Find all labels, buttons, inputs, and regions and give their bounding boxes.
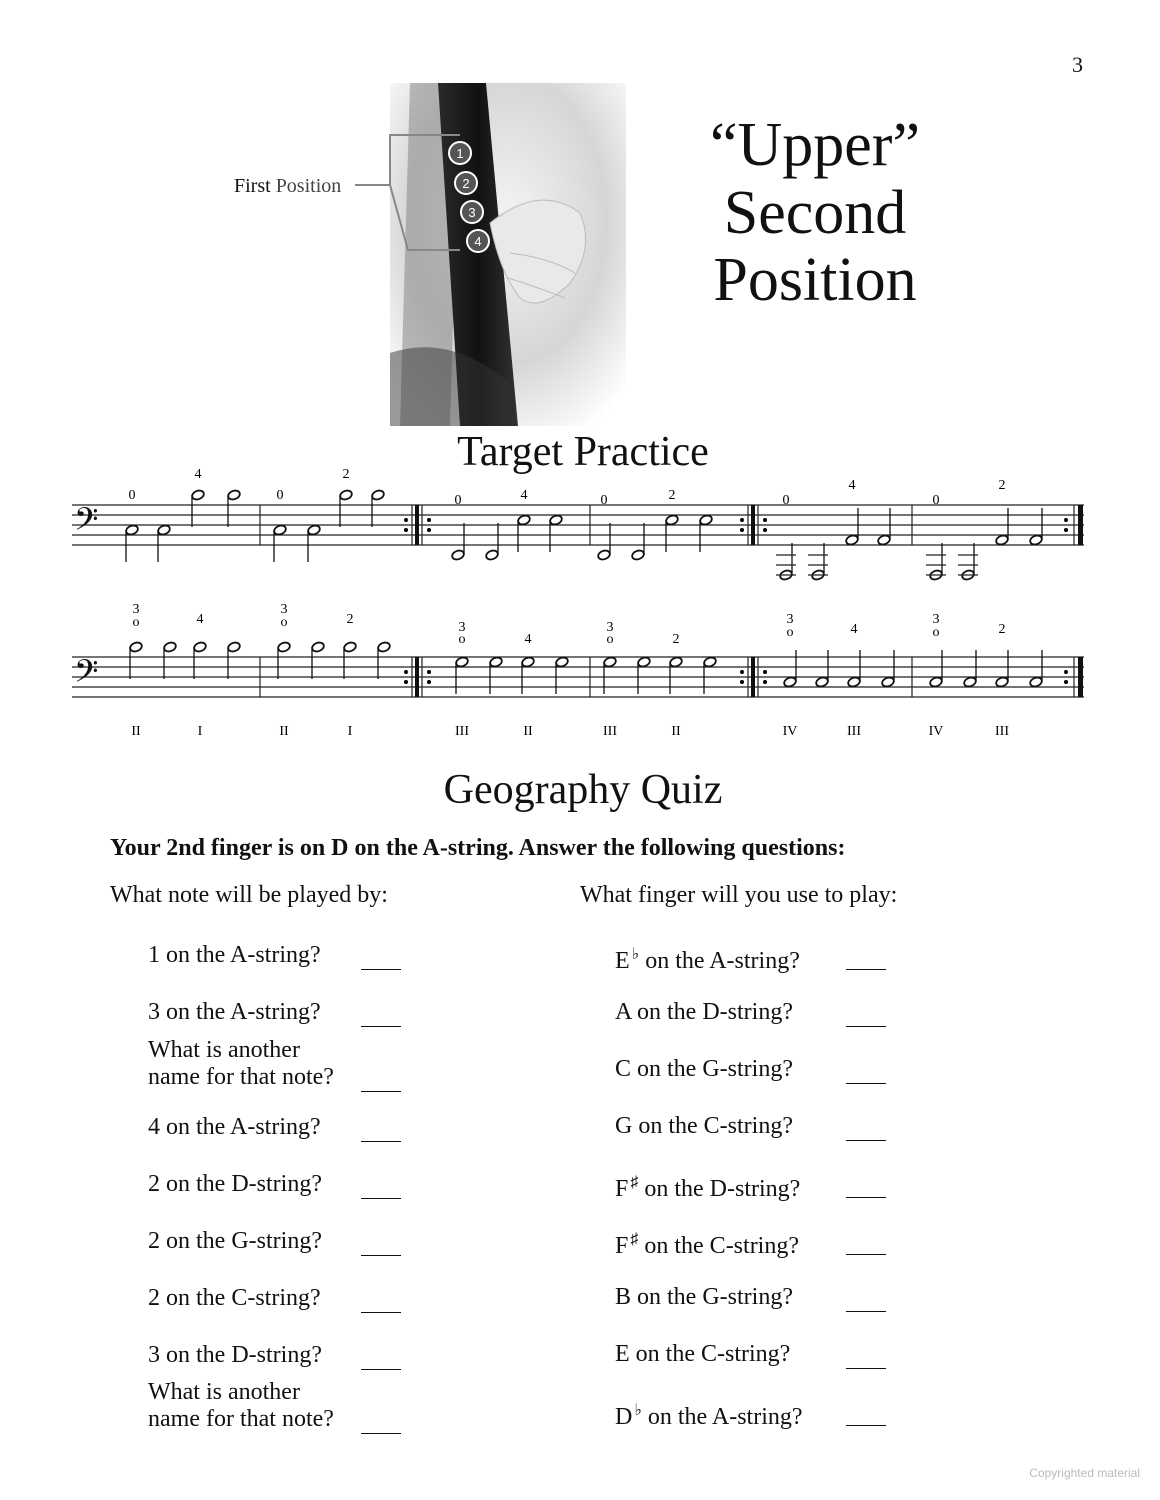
final-thick-bar bbox=[1078, 505, 1083, 545]
staff-1 bbox=[72, 467, 1084, 581]
half-note-head bbox=[193, 641, 207, 653]
half-note-head bbox=[227, 489, 241, 501]
right-column-heading: What finger will you use to play: bbox=[580, 882, 898, 908]
half-note-head bbox=[963, 676, 977, 688]
open-string-marker: o bbox=[786, 625, 794, 640]
fingering-number: 3 bbox=[132, 602, 140, 617]
half-note-head bbox=[845, 534, 859, 546]
half-note-head bbox=[485, 549, 499, 561]
repeat-dot bbox=[1064, 518, 1068, 522]
repeat-dot bbox=[404, 518, 408, 522]
fingering-number: 0 bbox=[932, 493, 940, 508]
left-question-7: 3 on the D-string? bbox=[148, 1342, 322, 1368]
half-note-head bbox=[881, 676, 895, 688]
target-practice-title: Target Practice bbox=[457, 429, 709, 475]
half-note-head bbox=[227, 641, 241, 653]
half-note-head bbox=[995, 534, 1009, 546]
repeat-dot bbox=[404, 670, 408, 674]
right-question-9 bbox=[615, 1397, 803, 1431]
repeat-dot bbox=[740, 680, 744, 684]
note-name: G bbox=[615, 1113, 633, 1139]
repeat-dot bbox=[427, 670, 431, 674]
half-note-head bbox=[699, 514, 713, 526]
half-note-head bbox=[307, 524, 321, 536]
fingering-number: 4 bbox=[850, 622, 858, 637]
repeat-dot bbox=[1064, 528, 1068, 532]
half-note-head bbox=[455, 656, 469, 668]
first-position-word: First bbox=[234, 175, 271, 197]
repeat-thick-bar bbox=[751, 657, 755, 697]
page-number: 3 bbox=[1072, 52, 1083, 77]
left-question-7b-line1: What is another bbox=[148, 1379, 300, 1405]
left-question-4: 2 on the D-string? bbox=[148, 1171, 322, 1197]
first-position-label bbox=[234, 175, 341, 198]
right-question-6 bbox=[615, 1226, 799, 1260]
repeat-dot bbox=[740, 528, 744, 532]
right-question-8 bbox=[615, 1340, 790, 1368]
svg-text:2: 2 bbox=[462, 176, 470, 191]
right-question-2 bbox=[615, 998, 793, 1026]
answer-blank-right-2[interactable] bbox=[846, 1006, 886, 1027]
answer-blank-right-7[interactable] bbox=[846, 1291, 886, 1312]
fingering-number: 4 bbox=[196, 612, 204, 627]
fingering-number: 3 bbox=[280, 602, 288, 617]
half-note-head bbox=[277, 641, 291, 653]
title-line-1: “Upper” bbox=[710, 111, 920, 179]
right-question-7 bbox=[615, 1283, 793, 1311]
open-string-marker: o bbox=[132, 615, 140, 630]
answer-blank-left-2[interactable] bbox=[361, 1006, 401, 1027]
half-note-head bbox=[371, 489, 385, 501]
half-note-head bbox=[191, 489, 205, 501]
left-question-5: 2 on the G-string? bbox=[148, 1228, 322, 1254]
half-note-head bbox=[521, 656, 535, 668]
half-note-head bbox=[703, 656, 717, 668]
question-text: on the D-string? bbox=[631, 999, 793, 1025]
string-roman-numeral: I bbox=[197, 724, 203, 739]
half-note-head bbox=[665, 514, 679, 526]
repeat-dot bbox=[740, 670, 744, 674]
string-roman-numeral: II bbox=[279, 724, 289, 739]
half-note-head bbox=[129, 641, 143, 653]
open-string-marker: o bbox=[458, 632, 466, 647]
half-note-head bbox=[311, 641, 325, 653]
half-note-head bbox=[637, 656, 651, 668]
half-note-head bbox=[1029, 534, 1043, 546]
repeat-dot bbox=[427, 528, 431, 532]
question-text: on the G-string? bbox=[631, 1284, 793, 1310]
question-text: on the A-string? bbox=[639, 948, 800, 974]
string-roman-numeral: III bbox=[995, 724, 1009, 739]
svg-text:1: 1 bbox=[456, 146, 464, 161]
target-practice-staves bbox=[0, 460, 1154, 739]
bass-clef-icon: 𝄢 bbox=[74, 653, 99, 697]
repeat-dot bbox=[404, 680, 408, 684]
repeat-dot bbox=[740, 518, 744, 522]
fingering-number: 2 bbox=[998, 622, 1006, 637]
title-line-3: Position bbox=[713, 246, 917, 314]
answer-blank-right-6[interactable] bbox=[846, 1234, 886, 1255]
string-roman-numeral: III bbox=[847, 724, 861, 739]
half-note-head bbox=[489, 656, 503, 668]
string-roman-numeral: II bbox=[523, 724, 533, 739]
question-text: on the D-string? bbox=[638, 1176, 801, 1202]
svg-text:4: 4 bbox=[474, 234, 482, 249]
right-question-4 bbox=[615, 1112, 793, 1140]
svg-text:3: 3 bbox=[468, 205, 476, 220]
flat-symbol: ♭ bbox=[631, 946, 640, 963]
sharp-symbol: ♯ bbox=[630, 1174, 639, 1191]
question-text: on the C-string? bbox=[629, 1341, 791, 1367]
fingering-number: 0 bbox=[782, 493, 790, 508]
question-text: on the C-string? bbox=[632, 1113, 793, 1139]
half-note-head bbox=[125, 524, 139, 536]
left-question-3: 4 on the A-string? bbox=[148, 1114, 321, 1140]
repeat-dot bbox=[1064, 680, 1068, 684]
repeat-dot bbox=[763, 670, 767, 674]
note-name: D bbox=[615, 1404, 633, 1430]
half-note-head bbox=[157, 524, 171, 536]
fingering-number: 2 bbox=[346, 612, 354, 627]
answer-blank-right-4[interactable] bbox=[846, 1120, 886, 1141]
position-word: Position bbox=[275, 175, 342, 197]
half-note-head bbox=[339, 489, 353, 501]
note-name: E bbox=[615, 948, 630, 974]
half-note-head bbox=[631, 549, 645, 561]
left-question-6: 2 on the C-string? bbox=[148, 1285, 321, 1311]
note-name: C bbox=[615, 1056, 632, 1082]
half-note-head bbox=[597, 549, 611, 561]
repeat-dot bbox=[763, 518, 767, 522]
answer-blank-right-9[interactable] bbox=[846, 1405, 886, 1426]
sharp-symbol: ♯ bbox=[630, 1231, 639, 1248]
string-roman-numeral: IV bbox=[928, 724, 944, 739]
fingering-number: 3 bbox=[458, 620, 466, 635]
bass-clef-icon: 𝄢 bbox=[74, 501, 99, 545]
answer-blank-left-7[interactable] bbox=[361, 1349, 401, 1370]
repeat-dot bbox=[404, 528, 408, 532]
note-name: F bbox=[615, 1233, 629, 1259]
answer-blank-left-7b[interactable] bbox=[361, 1413, 401, 1434]
staff-2 bbox=[72, 602, 1084, 739]
string-roman-numeral: I bbox=[347, 724, 353, 739]
flat-symbol: ♭ bbox=[634, 1402, 642, 1419]
answer-blank-right-8[interactable] bbox=[846, 1348, 886, 1369]
string-roman-numeral: III bbox=[455, 724, 469, 739]
left-question-2: 3 on the A-string? bbox=[148, 999, 321, 1025]
fingering-number: 0 bbox=[600, 493, 608, 508]
answer-blank-left-6[interactable] bbox=[361, 1292, 401, 1313]
repeat-dot bbox=[763, 528, 767, 532]
answer-blank-left-4[interactable] bbox=[361, 1178, 401, 1199]
left-question-2b-line1: What is another bbox=[148, 1037, 300, 1063]
half-note-head bbox=[783, 676, 797, 688]
title-line-2: Second bbox=[723, 179, 907, 247]
half-note-head bbox=[815, 676, 829, 688]
right-question-3 bbox=[615, 1055, 793, 1083]
repeat-dot bbox=[1064, 670, 1068, 674]
note-name: B bbox=[615, 1284, 632, 1310]
half-note-head bbox=[847, 676, 861, 688]
answer-blank-left-5[interactable] bbox=[361, 1235, 401, 1256]
note-name: E bbox=[615, 1341, 630, 1367]
left-column-heading: What note will be played by: bbox=[110, 882, 388, 908]
repeat-dot bbox=[427, 680, 431, 684]
fingering-number: 4 bbox=[524, 632, 532, 647]
final-thick-bar bbox=[1078, 657, 1083, 697]
half-note-head bbox=[273, 524, 287, 536]
string-roman-numeral: IV bbox=[782, 724, 798, 739]
repeat-thick-bar bbox=[751, 505, 755, 545]
half-note-head bbox=[517, 514, 531, 526]
repeat-thick-bar bbox=[415, 505, 419, 545]
fingering-number: 3 bbox=[786, 612, 794, 627]
open-string-marker: o bbox=[932, 625, 940, 640]
half-note-head bbox=[877, 534, 891, 546]
fingering-number: 2 bbox=[668, 488, 676, 503]
half-note-head bbox=[555, 656, 569, 668]
answer-blank-right-1[interactable] bbox=[846, 949, 886, 970]
half-note-head bbox=[929, 676, 943, 688]
half-note-head bbox=[603, 656, 617, 668]
question-text: on the C-string? bbox=[638, 1233, 799, 1259]
half-note-head bbox=[995, 676, 1009, 688]
open-string-marker: o bbox=[606, 632, 614, 647]
fingering-number: 4 bbox=[848, 478, 856, 493]
left-question-1: 1 on the A-string? bbox=[148, 942, 321, 968]
left-question-7b-line2: name for that note? bbox=[148, 1406, 334, 1432]
string-roman-numeral: III bbox=[603, 724, 617, 739]
right-question-1 bbox=[615, 941, 800, 975]
copyright-watermark: Copyrighted material bbox=[1029, 1466, 1140, 1480]
fingering-number: 3 bbox=[932, 612, 940, 627]
answer-blank-left-2b[interactable] bbox=[361, 1071, 401, 1092]
repeat-thick-bar bbox=[415, 657, 419, 697]
half-note-head bbox=[549, 514, 563, 526]
note-name: A bbox=[615, 999, 632, 1025]
answer-blank-left-1[interactable] bbox=[361, 949, 401, 970]
fingering-number: 3 bbox=[606, 620, 614, 635]
fingering-number: 4 bbox=[194, 467, 202, 482]
open-string-marker: o bbox=[280, 615, 288, 630]
answer-blank-left-3[interactable] bbox=[361, 1121, 401, 1142]
half-note-head bbox=[451, 549, 465, 561]
answer-blank-right-3[interactable] bbox=[846, 1063, 886, 1084]
question-text: on the G-string? bbox=[631, 1056, 793, 1082]
right-question-5 bbox=[615, 1169, 800, 1203]
quiz-instruction: Your 2nd finger is on D on the A-string. Answer the following questions: bbox=[110, 835, 846, 861]
half-note-head bbox=[343, 641, 357, 653]
fingering-number: 2 bbox=[672, 632, 680, 647]
fingering-number: 0 bbox=[454, 493, 462, 508]
fingering-number: 0 bbox=[276, 488, 284, 503]
repeat-dot bbox=[427, 518, 431, 522]
question-text: on the A-string? bbox=[641, 1404, 803, 1430]
half-note-head bbox=[669, 656, 683, 668]
fingering-number: 4 bbox=[520, 488, 528, 503]
repeat-dot bbox=[763, 680, 767, 684]
string-roman-numeral: II bbox=[671, 724, 681, 739]
half-note-head bbox=[163, 641, 177, 653]
fingering-number: 2 bbox=[342, 467, 350, 482]
first-position-bracket bbox=[350, 130, 470, 260]
string-roman-numeral: II bbox=[131, 724, 141, 739]
note-name: F bbox=[615, 1176, 629, 1202]
half-note-head bbox=[377, 641, 391, 653]
answer-blank-right-5[interactable] bbox=[846, 1177, 886, 1198]
geography-quiz-title: Geography Quiz bbox=[443, 767, 723, 813]
left-question-2b-line2: name for that note? bbox=[148, 1064, 334, 1090]
half-note-head bbox=[1029, 676, 1043, 688]
fingering-number: 2 bbox=[998, 478, 1006, 493]
fingering-number: 0 bbox=[128, 488, 136, 503]
